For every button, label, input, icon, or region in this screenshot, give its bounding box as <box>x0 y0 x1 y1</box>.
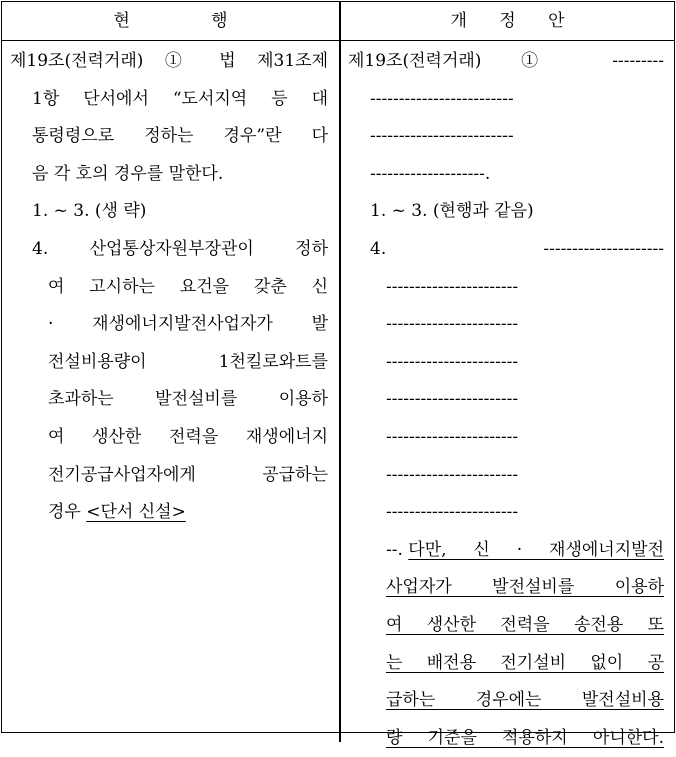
text-line: ----------------------- <box>386 502 519 523</box>
text-line: 여 생산한 전력을 재생에너지 <box>48 427 328 447</box>
text-line: 4. 산업통상자원부장관이 정하 <box>32 239 328 259</box>
text-line: ------------------------- <box>370 126 514 147</box>
new-proviso-text: 는 배전용 전기설비 없이 공 <box>386 652 664 673</box>
text-line: 1. ~ 3. (생 략) <box>32 201 147 222</box>
text-line: 여 고시하는 요건을 갖춘 신 <box>48 276 328 297</box>
text-segment: 경우 <box>48 502 87 523</box>
header-revised-char: 안 <box>548 11 565 31</box>
header-current-char: 행 <box>211 11 228 31</box>
header-revised <box>341 2 674 40</box>
text-line: 음 각 호의 경우를 말한다. <box>32 163 224 184</box>
text-line: ----------------------- <box>386 276 519 297</box>
column-divider <box>339 2 341 742</box>
text-line <box>386 532 664 570</box>
new-proviso-text: 다만, 신 · 재생에너지발전 <box>408 539 664 560</box>
header-revised-char: 정 <box>499 11 516 31</box>
text-line: 4. --------------------- <box>370 239 664 259</box>
text-line: ----------------------- <box>386 464 519 485</box>
new-proviso-text: 급하는 경우에는 발전설비용 <box>386 690 664 711</box>
text-line: ----------------------- <box>386 389 519 410</box>
text-line: --------------------. <box>370 163 491 184</box>
text-line: 전기공급사업자에게 공급하는 <box>48 464 328 485</box>
header-current <box>2 2 339 40</box>
text-line: · 재생에너지발전사업자가 발 <box>48 314 328 335</box>
text-line: 1. ~ 3. (현행과 같음) <box>370 201 534 222</box>
text-line: ----------------------- <box>386 351 519 372</box>
header-revised-char: 개 <box>450 11 467 31</box>
new-proviso-text: 여 생산한 전력을 송전용 또 <box>386 615 664 635</box>
text-line: ----------------------- <box>386 427 519 447</box>
text-line: 초과하는 발전설비를 이용하 <box>48 389 328 410</box>
new-proviso-note: <단서 신설> <box>86 502 186 523</box>
text-line <box>48 494 186 532</box>
text-line: ----------------------- <box>386 314 519 335</box>
text-line: 통령령으로 정하는 경우”란 다 <box>32 126 328 147</box>
new-proviso-text: 사업자가 발전설비를 이용하 <box>386 577 664 598</box>
text-line: 전설비용량이 1천킬로와트를 <box>48 351 328 372</box>
text-line: 제19조(전력거래) ① --------- <box>348 51 664 71</box>
text-line: 1항 단서에서 “도서지역 등 대 <box>32 88 328 109</box>
table-header-row <box>2 2 674 41</box>
text-segment: --. <box>386 539 409 560</box>
text-line: ------------------------- <box>370 88 514 109</box>
header-current-char: 현 <box>113 11 130 31</box>
text-line: 제19조(전력거래) ① 법 제31조제 <box>10 51 328 71</box>
new-proviso-text: 량 기준을 적용하지 아니한다. <box>386 727 664 748</box>
